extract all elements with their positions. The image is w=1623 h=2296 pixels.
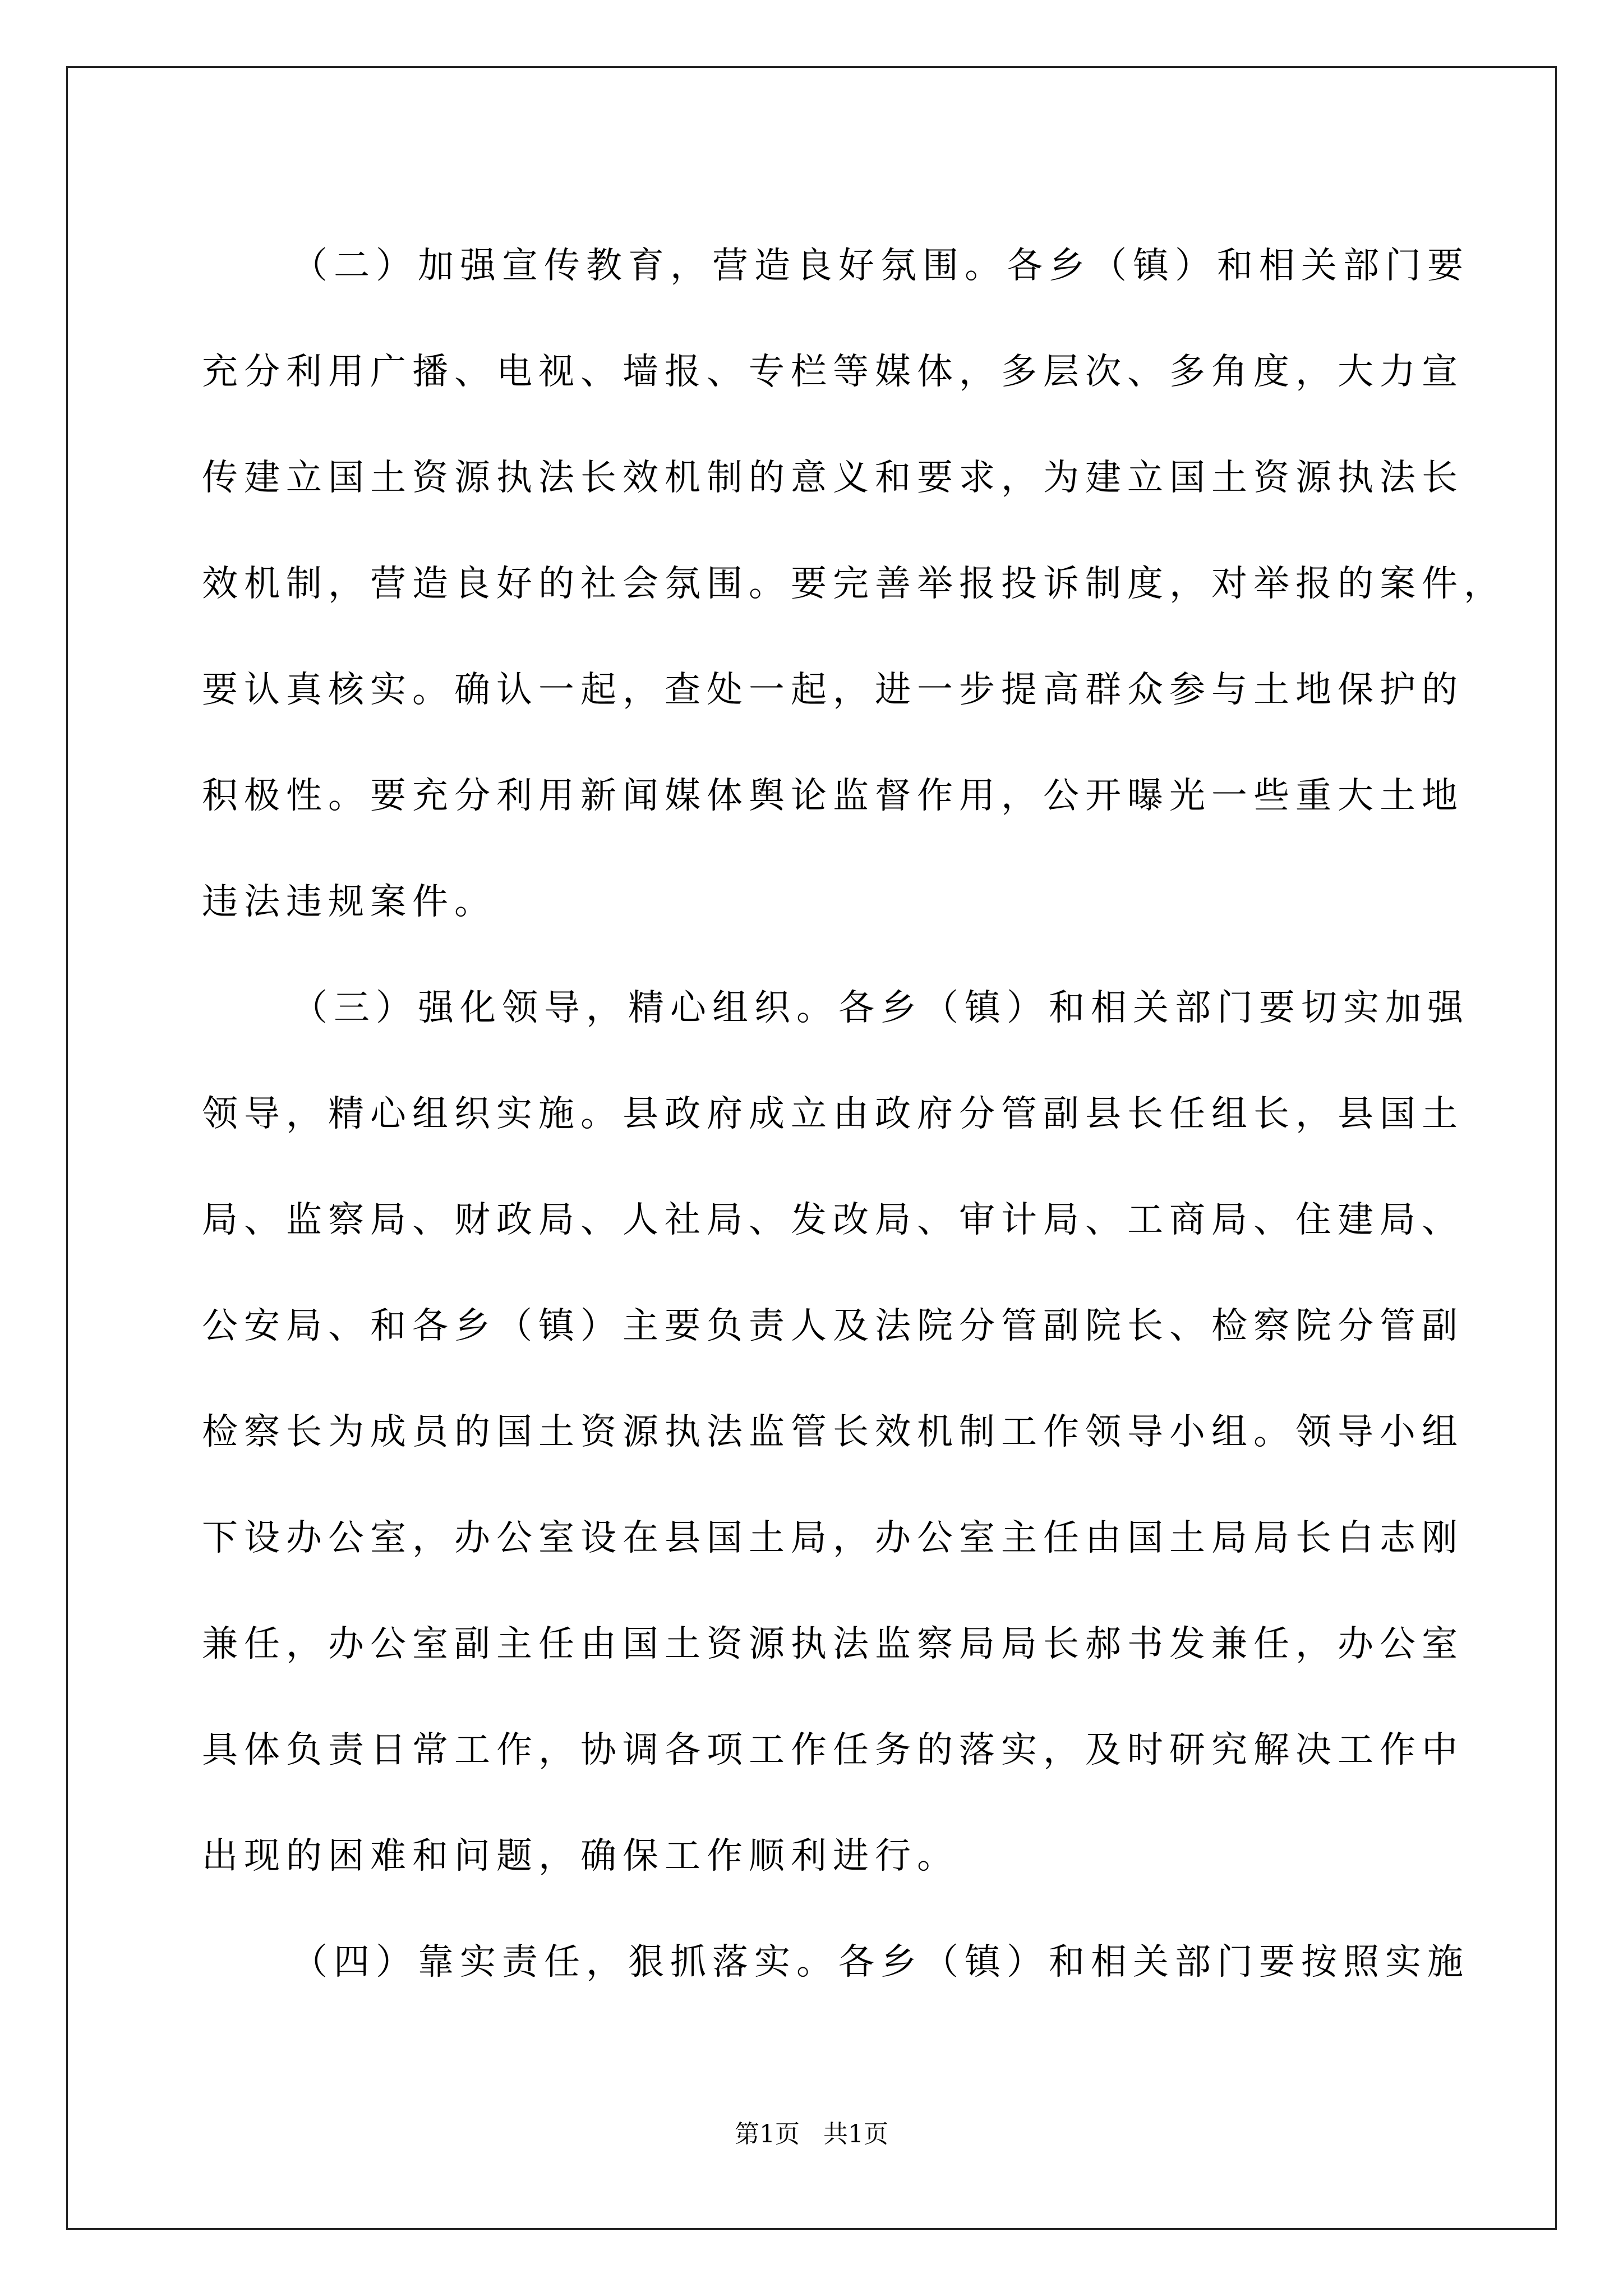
paragraph-3-line-6: 下设办公室，办公室设在县国土局，办公室主任由国土局局长白志刚 — [202, 1517, 1464, 1559]
paragraph-2-line-7: 违法违规案件。 — [202, 881, 496, 923]
paragraph-3-line-5: 检察长为成员的国土资源执法监管长效机制工作领导小组。领导小组 — [202, 1411, 1464, 1453]
paragraph-2-line-2: 充分利用广播、电视、墙报、专栏等媒体，多层次、多角度，大力宣 — [202, 351, 1464, 393]
paragraph-3-line-3: 局、监察局、财政局、人社局、发改局、审计局、工商局、住建局、 — [202, 1199, 1464, 1241]
paragraph-3-line-1: （三）强化领导，精心组织。各乡（镇）和相关部门要切实加强 — [292, 987, 1469, 1029]
paragraph-3-line-2: 领导，精心组织实施。县政府成立由政府分管副县长任组长，县国土 — [202, 1093, 1464, 1135]
paragraph-3-line-4: 公安局、和各乡（镇）主要负责人及法院分管副院长、检察院分管副 — [202, 1305, 1464, 1347]
paragraph-2-line-1: （二）加强宣传教育，营造良好氛围。各乡（镇）和相关部门要 — [292, 245, 1469, 287]
paragraph-2-line-3: 传建立国土资源执法长效机制的意义和要求，为建立国土资源执法长 — [202, 457, 1464, 499]
paragraph-3-line-8: 具体负责日常工作，协调各项工作任务的落实，及时研究解决工作中 — [202, 1729, 1464, 1771]
document-body — [202, 213, 1506, 2016]
paragraph-3-line-9: 出现的困难和问题，确保工作顺利进行。 — [202, 1835, 959, 1877]
paragraph-2-line-5: 要认真核实。确认一起，查处一起，进一步提高群众参与土地保护的 — [202, 669, 1464, 711]
paragraph-2-line-4: 效机制，营造良好的社会氛围。要完善举报投诉制度，对举报的案件， — [202, 563, 1506, 605]
paragraph-4-line-1: （四）靠实责任，狠抓落实。各乡（镇）和相关部门要按照实施 — [292, 1941, 1469, 1983]
paragraph-3-line-7: 兼任，办公室副主任由国土资源执法监察局局长郝书发兼任，办公室 — [202, 1623, 1464, 1665]
paragraph-2-line-6: 积极性。要充分利用新闻媒体舆论监督作用，公开曝光一些重大土地 — [202, 775, 1464, 817]
page-footer: 第1页 共1页 — [735, 2120, 888, 2148]
